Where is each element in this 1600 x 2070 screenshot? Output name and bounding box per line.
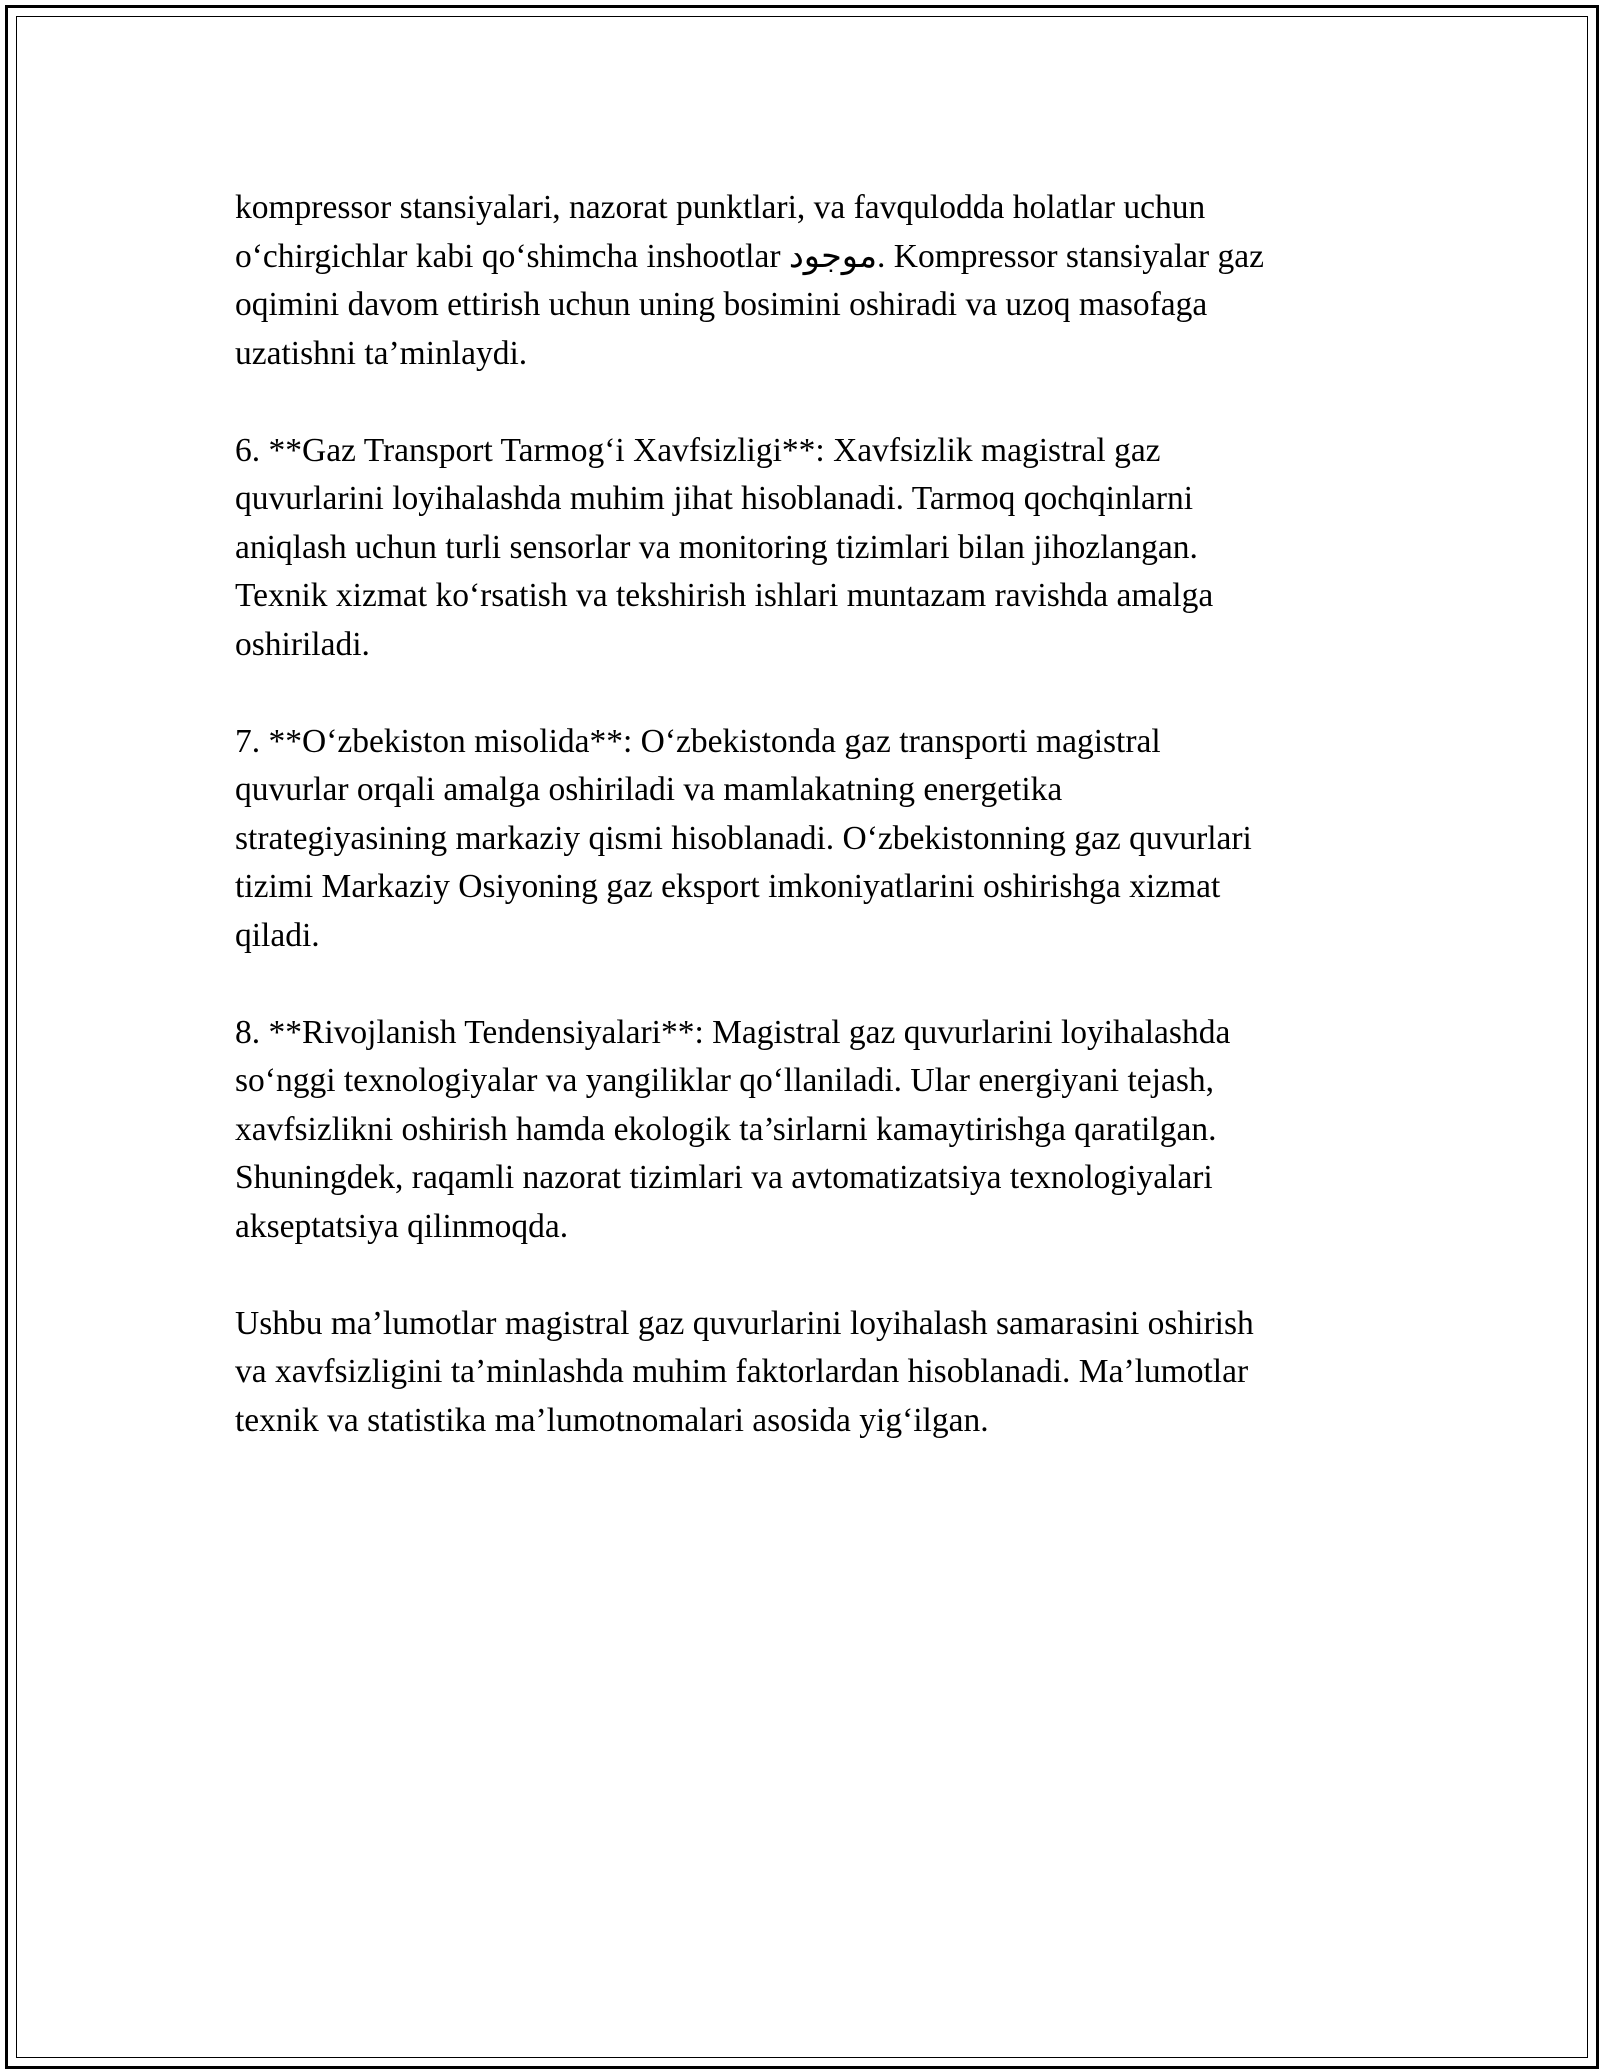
text-line: 8. **Rivojlanish Tendensiyalari**: Magistral gaz quvurlarini loyihalashda	[235, 1013, 1231, 1051]
text-line: akseptatsiya qilinmoqda.	[235, 1207, 569, 1245]
text-line: kompressor stansiyalari, nazorat punktlari, va favqulodda holatlar uchun	[235, 189, 1206, 226]
text-line: tizimi Markaziy Osiyoning gaz eksport imkoniyatlarini oshirishga xizmat	[235, 868, 1221, 905]
document-body	[235, 184, 1365, 1494]
text-line: Texnik xizmat ko‘rsatish va tekshirish ishlari muntazam ravishda amalga	[235, 577, 1214, 614]
paragraph-section-8-trends	[235, 1009, 1365, 1252]
text-line: oshiriladi.	[235, 625, 370, 663]
text-line: xavfsizlikni oshirish hamda ekologik ta’sirlarni kamaytirishga qaratilgan.	[235, 1110, 1217, 1148]
text-line: oqimini davom ettirish uchun uning bosimini oshiradi va uzoq masofaga	[235, 286, 1208, 323]
text-line: o‘chirgichlar kabi qo‘shimcha inshootlar موجود. Kompressor stansiyalar gaz	[235, 237, 1265, 275]
paragraph-section-7-uzbekistan	[235, 718, 1365, 961]
text-line: 6. **Gaz Transport Tarmog‘i Xavfsizligi**: Xavfsizlik magistral gaz	[235, 431, 1161, 469]
text-line: Ushbu ma’lumotlar magistral gaz quvurlarini loyihalash samarasini oshirish	[235, 1304, 1254, 1342]
paragraph-conclusion	[235, 1300, 1365, 1446]
paragraph-section-6-safety	[235, 427, 1365, 670]
text-line: va xavfsizligini ta’minlashda muhim faktorlardan hisoblanadi. Ma’lumotlar	[235, 1353, 1249, 1390]
text-line: quvurlar orqali amalga oshiriladi va mamlakatning energetika	[235, 771, 1063, 808]
paragraph-compressor-stations	[235, 184, 1365, 378]
text-line: texnik va statistika ma’lumotnomalari asosida yig‘ilgan.	[235, 1401, 989, 1439]
text-line: Shuningdek, raqamli nazorat tizimlari va avtomatizatsiya texnologiyalari	[235, 1159, 1213, 1196]
text-line: qiladi.	[235, 916, 320, 954]
text-line: so‘nggi texnologiyalar va yangiliklar qo‘llaniladi. Ular energiyani tejash,	[235, 1062, 1214, 1099]
text-line: quvurlarini loyihalashda muhim jihat hisoblanadi. Tarmoq qochqinlarni	[235, 480, 1194, 517]
text-line: aniqlash uchun turli sensorlar va monitoring tizimlari bilan jihozlangan.	[235, 528, 1198, 566]
text-line: strategiyasining markaziy qismi hisoblanadi. O‘zbekistonning gaz quvurlari	[235, 819, 1252, 857]
text-line: 7. **O‘zbekiston misolida**: O‘zbekistonda gaz transporti magistral	[235, 722, 1161, 760]
text-line: uzatishni ta’minlaydi.	[235, 334, 528, 372]
